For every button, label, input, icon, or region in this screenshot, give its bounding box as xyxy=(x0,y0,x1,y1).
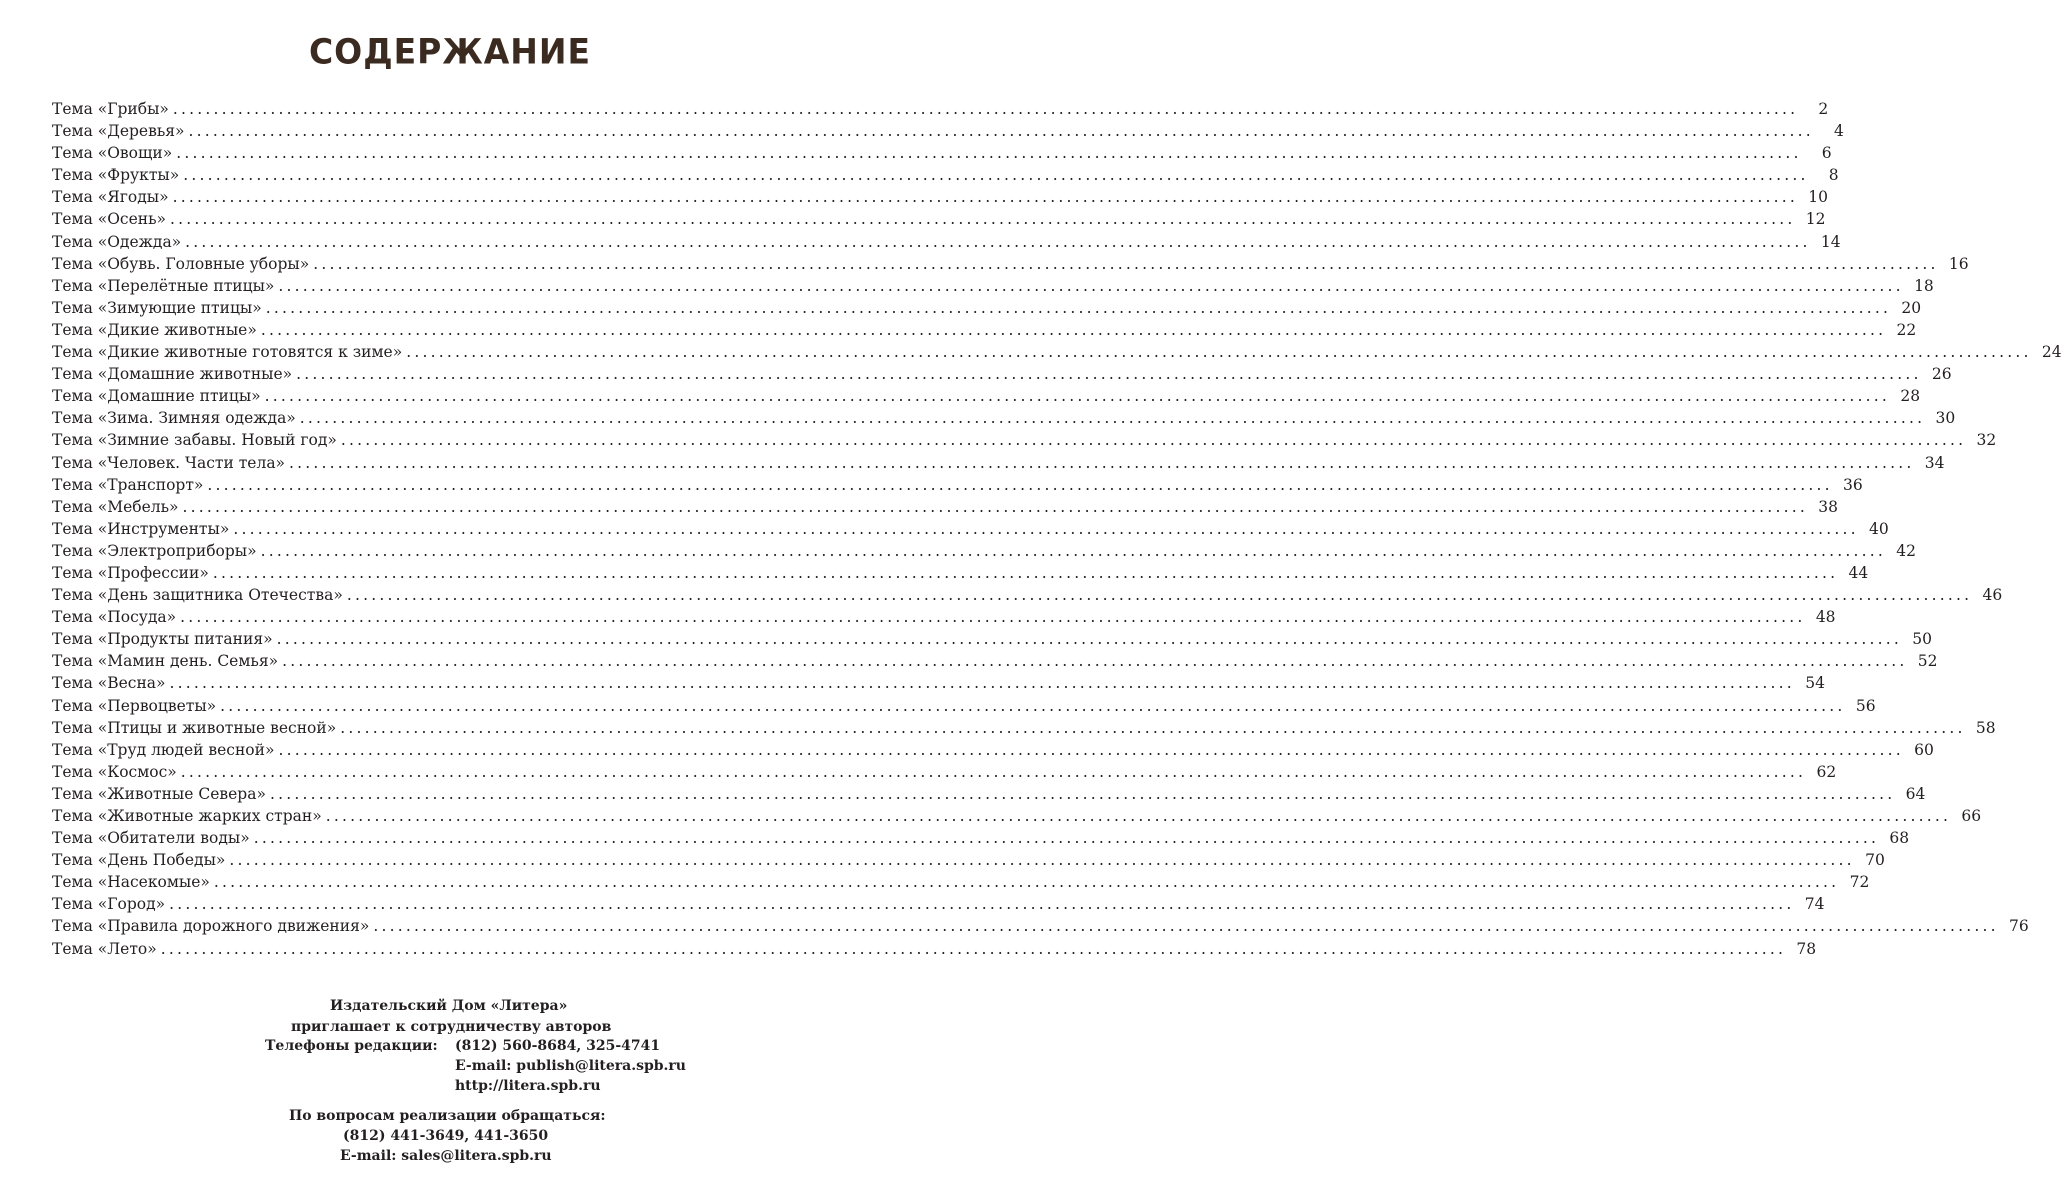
toc-entry-title: Тема «Посуда» xyxy=(52,608,177,627)
toc-entry xyxy=(52,429,1997,451)
toc-entry-title: Тема «Зима. Зимняя одежда» xyxy=(52,409,296,428)
toc-entry-title: Тема «Труд людей весной» xyxy=(52,740,275,759)
dot-leader: ........................................................................................................................................................................................................ xyxy=(172,100,1799,118)
toc-entry-page-number: 62 xyxy=(1816,762,1837,781)
toc-entry-title: Тема «Мебель» xyxy=(52,497,179,516)
toc-entry-title: Тема «Лето» xyxy=(52,939,157,958)
toc-entry xyxy=(52,783,1926,805)
toc-entry-title: Тема «Зимующие птицы» xyxy=(52,298,262,317)
dot-leader: ........................................................................................................................................................................................................ xyxy=(269,784,1896,803)
dot-leader: ........................................................................................................................................................................................................ xyxy=(340,431,1967,450)
toc-entry-title: Тема «Профессии» xyxy=(52,563,209,582)
toc-entry-page-number: 70 xyxy=(1865,851,1885,870)
toc-entry xyxy=(52,827,1910,849)
toc-entry-page-number: 2 xyxy=(1818,100,1829,118)
dot-leader: ........................................................................................................................................................................................................ xyxy=(183,166,1809,185)
toc-entry-page-number: 26 xyxy=(1931,365,1952,384)
toc-entry xyxy=(52,739,1934,761)
toc-entry xyxy=(52,761,1837,783)
dot-leader: ........................................................................................................................................................................................................ xyxy=(180,608,1806,627)
toc-entry xyxy=(52,319,1917,341)
dot-leader: ........................................................................................................................................................................................................ xyxy=(340,718,1966,737)
toc-entry-title: Тема «Одежда» xyxy=(52,232,182,251)
toc-entry xyxy=(52,275,1934,297)
toc-entry-page-number: 14 xyxy=(1820,232,1841,251)
toc-entry xyxy=(52,606,1836,628)
dot-leader: ........................................................................................................................................................................................................ xyxy=(233,519,1859,538)
phones-label: Телефоны редакции: xyxy=(265,1038,438,1054)
toc-entry-page-number: 72 xyxy=(1849,873,1870,892)
dot-leader: ........................................................................................................................................................................................................ xyxy=(296,365,1922,384)
dot-leader: ........................................................................................................................................................................................................ xyxy=(260,320,1887,339)
dot-leader: ........................................................................................................................................................................................................ xyxy=(188,122,1814,141)
toc-entry xyxy=(52,893,1825,915)
dot-leader: ........................................................................................................................................................................................................ xyxy=(260,541,1887,560)
toc-entry-page-number: 52 xyxy=(1917,652,1938,671)
toc-entry-page-number: 30 xyxy=(1935,409,1956,428)
toc-entry-title: Тема «Обитатели воды» xyxy=(52,829,250,848)
toc-entry-page-number: 8 xyxy=(1828,166,1839,185)
toc-entry-page-number: 78 xyxy=(1796,939,1817,958)
dot-leader: ........................................................................................................................................................................................................ xyxy=(265,298,1892,317)
dot-leader: ........................................................................................................................................................................................................ xyxy=(278,276,1904,295)
toc-entry xyxy=(52,231,1841,253)
dot-leader: ........................................................................................................................................................................................................ xyxy=(182,497,1808,516)
toc-entry-title: Тема «Обувь. Головные уборы» xyxy=(52,254,310,273)
toc-entry-page-number: 68 xyxy=(1889,829,1910,848)
sales-email: E-mail: sales@litera.spb.ru xyxy=(340,1148,552,1164)
toc-entry-title: Тема «Транспорт» xyxy=(52,475,204,494)
toc-entry-title: Тема «День защитника Отечества» xyxy=(52,586,343,605)
toc-entry-title: Тема «Фрукты» xyxy=(52,166,180,185)
sales-label: По вопросам реализации обращаться: xyxy=(289,1108,606,1124)
toc-entry xyxy=(52,407,1956,429)
toc-entry-page-number: 18 xyxy=(1914,276,1934,295)
toc-entry-title: Тема «Космос» xyxy=(52,762,177,781)
dot-leader: ........................................................................................................................................................................................................ xyxy=(276,630,1902,649)
dot-leader: ........................................................................................................................................................................................................ xyxy=(282,652,1908,671)
toc-entry-title: Тема «Перелётные птицы» xyxy=(52,276,275,295)
toc-entry-title: Тема «День Победы» xyxy=(52,851,226,870)
toc-entry xyxy=(52,297,1922,319)
dot-leader: ........................................................................................................................................................................................................ xyxy=(172,188,1798,207)
toc-entry-title: Тема «Дикие животные готовятся к зиме» xyxy=(52,343,403,362)
toc-entry-page-number: 74 xyxy=(1804,895,1825,914)
editorial-phones: (812) 560-8684, 325-4741 xyxy=(455,1038,661,1054)
dot-leader: ........................................................................................................................................................................................................ xyxy=(406,343,2032,362)
toc-entry xyxy=(52,650,1938,672)
toc-entry xyxy=(52,474,1863,496)
toc-entry xyxy=(52,452,1945,474)
toc-entry xyxy=(52,208,1826,230)
toc-entry-page-number: 58 xyxy=(1975,718,1996,737)
toc-entry-page-number: 56 xyxy=(1855,696,1876,715)
dot-leader: ........................................................................................................................................................................................................ xyxy=(264,387,1891,406)
dot-leader: ........................................................................................................................................................................................................ xyxy=(253,829,1880,848)
toc-entry xyxy=(52,849,1885,871)
dot-leader: ........................................................................................................................................................................................................ xyxy=(169,674,1795,693)
toc-entry-page-number: 36 xyxy=(1843,475,1863,494)
toc-entry-title: Тема «Первоцветы» xyxy=(52,696,217,715)
toc-entry-page-number: 34 xyxy=(1924,453,1945,472)
toc-entry-page-number: 50 xyxy=(1912,630,1932,649)
toc-entry xyxy=(52,253,1969,275)
toc-entry-title: Тема «Грибы» xyxy=(52,100,169,118)
toc-entry-title: Тема «Инструменты» xyxy=(52,519,230,538)
toc-entry xyxy=(52,584,2003,606)
dot-leader: ........................................................................................................................................................................................................ xyxy=(346,586,1973,605)
toc-entry-page-number: 22 xyxy=(1896,320,1917,339)
dot-leader: ........................................................................................................................................................................................................ xyxy=(207,475,1833,494)
dot-leader: ........................................................................................................................................................................................................ xyxy=(213,873,1840,892)
dot-leader: ........................................................................................................................................................................................................ xyxy=(185,232,1811,251)
toc-entry-title: Тема «Электроприборы» xyxy=(52,541,257,560)
toc-entry xyxy=(52,496,1838,518)
dot-leader: ........................................................................................................................................................................................................ xyxy=(373,917,1999,936)
dot-leader: ........................................................................................................................................................................................................ xyxy=(278,740,1904,759)
website-url: http://litera.spb.ru xyxy=(455,1078,601,1094)
dot-leader: ........................................................................................................................................................................................................ xyxy=(220,696,1846,715)
toc-entry-title: Тема «Осень» xyxy=(52,210,167,229)
toc-entry xyxy=(52,385,1921,407)
toc-entry-title: Тема «Овощи» xyxy=(52,144,173,163)
toc-entry-page-number: 20 xyxy=(1901,298,1922,317)
toc-entry xyxy=(52,120,1844,142)
toc-entry-page-number: 32 xyxy=(1976,431,1997,450)
toc-entry-title: Тема «Насекомые» xyxy=(52,873,210,892)
toc-entry-page-number: 6 xyxy=(1821,144,1832,163)
toc-entry-title: Тема «Домашние птицы» xyxy=(52,387,261,406)
toc-entry xyxy=(52,871,1870,893)
toc-entry xyxy=(52,186,1828,208)
toc-entry xyxy=(52,938,1817,960)
toc-entry-page-number: 40 xyxy=(1869,519,1889,538)
dot-leader: ........................................................................................................................................................................................................ xyxy=(170,210,1796,229)
dot-leader: ........................................................................................................................................................................................................ xyxy=(229,851,1855,870)
publisher-invite: приглашает к сотрудничеству авторов xyxy=(291,1019,612,1035)
toc-entry xyxy=(52,695,1876,717)
toc-entry-page-number: 66 xyxy=(1961,807,1982,825)
toc-entry-page-number: 46 xyxy=(1982,586,2003,605)
toc-entry-title: Тема «Весна» xyxy=(52,674,166,693)
toc-entry-title: Тема «Правила дорожного движения» xyxy=(52,917,370,936)
toc-entry-page-number: 24 xyxy=(2041,343,2062,362)
toc-entry xyxy=(52,518,1889,540)
dot-leader: ........................................................................................................................................................................................................ xyxy=(160,939,1787,958)
dot-leader: ........................................................................................................................................................................................................ xyxy=(313,254,1939,273)
editorial-email: E-mail: publish@litera.spb.ru xyxy=(455,1058,686,1074)
dot-leader: ........................................................................................................................................................................................................ xyxy=(325,807,1952,825)
toc-entry-page-number: 10 xyxy=(1808,188,1828,207)
toc-entry-title: Тема «Деревья» xyxy=(52,122,185,141)
toc-entry xyxy=(52,142,1832,164)
toc-entry-page-number: 48 xyxy=(1815,608,1836,627)
toc-entry-title: Тема «Зимние забавы. Новый год» xyxy=(52,431,337,450)
toc-entry-title: Тема «Город» xyxy=(52,895,166,914)
table-of-contents xyxy=(52,98,2062,960)
toc-entry-title: Тема «Животные жарких стран» xyxy=(52,807,322,825)
toc-entry-page-number: 16 xyxy=(1948,254,1969,273)
dot-leader: ........................................................................................................................................................................................................ xyxy=(169,895,1795,914)
toc-entry xyxy=(52,363,1952,385)
toc-entry xyxy=(52,562,1869,584)
toc-entry-page-number: 28 xyxy=(1900,387,1921,406)
toc-entry xyxy=(52,98,1829,120)
toc-entry-page-number: 38 xyxy=(1818,497,1838,516)
toc-entry-title: Тема «Ягоды» xyxy=(52,188,169,207)
page-title: СОДЕРЖАНИЕ xyxy=(308,31,592,72)
toc-entry xyxy=(52,540,1917,562)
toc-entry-page-number: 54 xyxy=(1805,674,1825,693)
toc-entry-title: Тема «Продукты питания» xyxy=(52,630,273,649)
toc-entry-title: Тема «Человек. Части тела» xyxy=(52,453,286,472)
toc-entry-page-number: 4 xyxy=(1834,122,1844,141)
toc-entry xyxy=(52,915,2029,937)
toc-entry-page-number: 42 xyxy=(1896,541,1917,560)
toc-entry xyxy=(52,672,1825,694)
toc-entry-title: Тема «Птицы и животные весной» xyxy=(52,718,337,737)
toc-entry-title: Тема «Животные Севера» xyxy=(52,784,266,803)
toc-entry-page-number: 44 xyxy=(1848,563,1869,582)
dot-leader: ........................................................................................................................................................................................................ xyxy=(299,409,1926,428)
toc-entry xyxy=(52,805,1982,827)
toc-entry-page-number: 12 xyxy=(1805,210,1826,229)
toc-entry-title: Тема «Домашние животные» xyxy=(52,365,293,384)
toc-entry-page-number: 60 xyxy=(1914,740,1934,759)
toc-entry-title: Тема «Мамин день. Семья» xyxy=(52,652,279,671)
toc-entry xyxy=(52,341,2062,363)
toc-entry xyxy=(52,164,1839,186)
dot-leader: ........................................................................................................................................................................................................ xyxy=(289,453,1915,472)
sales-phones: (812) 441-3649, 441-3650 xyxy=(343,1128,549,1144)
toc-entry-page-number: 64 xyxy=(1905,784,1926,803)
toc-entry xyxy=(52,717,1996,739)
toc-entry-title: Тема «Дикие животные» xyxy=(52,320,257,339)
dot-leader: ........................................................................................................................................................................................................ xyxy=(176,144,1802,163)
dot-leader: ........................................................................................................................................................................................................ xyxy=(180,762,1807,781)
publisher-name: Издательский Дом «Литера» xyxy=(330,998,568,1014)
toc-entry-page-number: 76 xyxy=(2009,917,2029,936)
toc-entry xyxy=(52,628,1932,650)
dot-leader: ........................................................................................................................................................................................................ xyxy=(212,563,1839,582)
